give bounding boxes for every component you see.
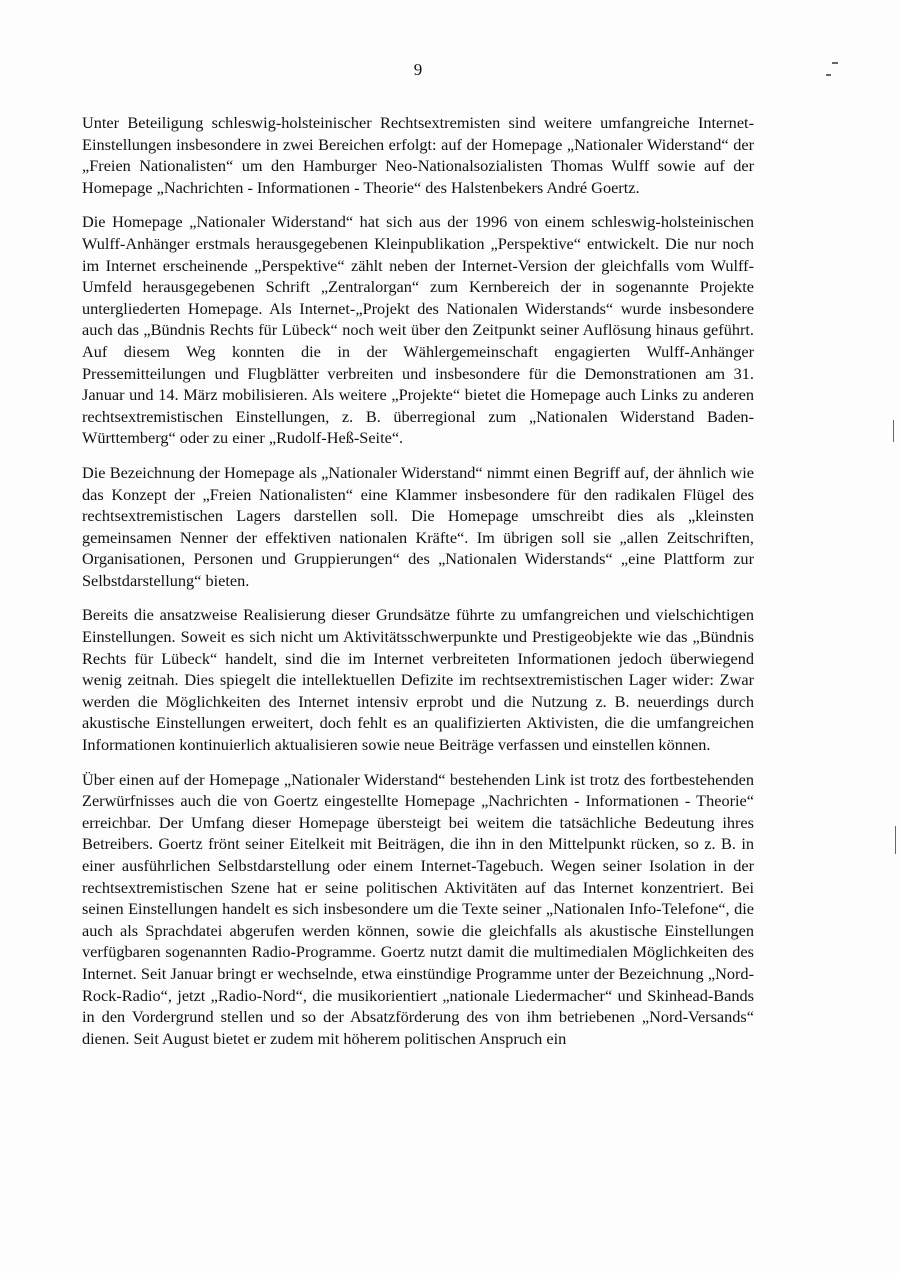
paragraph: Bereits die ansatzweise Realisierung dieser Grundsätze führte zu umfangreichen und vielschichtigen Einstellungen. Soweit es sich nicht um Aktivitätsschwerpunkte und Prestigeobjekte wie das „Bündnis Rechts für Lübeck“ handelt, sind die im Internet verbreiteten Informationen jedoch überwiegend wenig zeitnah. Dies spiegelt die intellektuellen Defizite im rechtsextremistischen Lager wider: Zwar werden die Möglichkeiten des Internet intensiv erprobt und die Nutzung z. B. neuerdings durch akustische Einstellungen erweitert, doch fehlt es an qualifizierten Aktivisten, die die umfangreichen Informationen kontinuierlich aktualisieren sowie neue Beiträge verfassen und einstellen können.: [82, 605, 754, 755]
paragraph: Die Bezeichnung der Homepage als „Nationaler Widerstand“ nimmt einen Begriff auf, der ähnlich wie das Konzept der „Freien Nationalisten“ eine Klammer insbesondere für den radikalen Flügel des rechtsextremistischen Lagers darstellen soll. Die Homepage umschreibt dies als „kleinsten gemeinsamen Nenner der effektiven nationalen Kräfte“. Im übrigen soll sie „allen Zeitschriften, Organisationen, Personen und Gruppierungen“ des „Nationalen Widerstands“ „eine Plattform zur Selbstdarstellung“ bieten.: [82, 462, 754, 590]
scan-speck: [832, 62, 838, 64]
paragraph: Die Homepage „Nationaler Widerstand“ hat sich aus der 1996 von einem schleswig-holsteinischen Wulff-Anhänger erstmals herausgegebenen Kleinpublikation „Perspektive“ entwickelt. Die nur noch im Internet erscheinende „Perspektive“ zählt neben der Internet-Version der gleichfalls vom Wulff-Umfeld herausgegebenen Schrift „Zentralorgan“ zum Kernbereich der in sogenannte Projekte untergliederten Homepage. Als Internet-„Projekt des Nationalen Widerstands“ wurde insbesondere auch das „Bündnis Rechts für Lübeck“ noch weit über den Zeitpunkt seiner Auflösung hinaus geführt. Auf diesem Weg konnten die in der Wählergemeinschaft engagierten Wulff-Anhänger Pressemitteilungen und Flugblätter verbreiten und insbesondere für die Demonstrationen am 31. Januar und 14. März mobilisieren. Als weitere „Projekte“ bietet die Homepage auch Links zu anderen rechtsextremistischen Einstellungen, z. B. überregional zum „Nationalen Widerstand Baden-Württemberg“ oder zu einer „Rudolf-Heß-Seite“.: [82, 212, 754, 448]
page-number: 9: [413, 60, 423, 79]
paragraph: Unter Beteiligung schleswig-holsteinischer Rechtsextremisten sind weitere umfangreiche Internet-Einstellungen insbesondere in zwei Bereichen erfolgt: auf der Homepage „Nationaler Widerstand“ der „Freien Nationalisten“ um den Hamburger Neo-Nationalsozialisten Thomas Wulff sowie auf der Homepage „Nachrichten - Informationen - Theorie“ des Halstenbekers André Goertz.: [82, 113, 754, 197]
scan-speck: [893, 420, 894, 442]
paragraph: Über einen auf der Homepage „Nationaler Widerstand“ bestehenden Link ist trotz des fortbestehenden Zerwürfnisses auch die von Goertz eingestellte Homepage „Nachrichten - Informationen - Theorie“ erreichbar. Der Umfang dieser Homepage übersteigt bei weitem die tatsächliche Bedeutung ihres Betreibers. Goertz frönt seiner Eitelkeit mit Beiträgen, die ihn in den Mittelpunkt rücken, so z. B. in einer ausführlichen Selbstdarstellung oder einem Internet-Tagebuch. Wegen seiner Isolation in der rechtsextremistischen Szene hat er seine politischen Aktivitäten auf das Internet konzentriert. Bei seinen Einstellungen handelt es sich insbesondere um die Texte seiner „Nationalen Info-Telefone“, die auch als Sprachdatei abgerufen werden können, sowie die gleichfalls als akustische Einstellungen verfügbaren sogenannten Radio-Programme. Goertz nutzt damit die multimedialen Möglichkeiten des Internet. Seit Januar bringt er wechselnde, etwa einstündige Programme unter der Bezeichnung „Nord-Rock-Radio“, jetzt „Radio-Nord“, die musikorientiert „nationale Liedermacher“ und Skinhead-Bands in den Vordergrund stellen und so der Absatzförderung des von ihm betriebenen „Nord-Versands“ dienen. Seit August bietet er zudem mit höherem politischen Anspruch ein: [82, 769, 754, 1048]
scan-speck: [826, 74, 831, 76]
scan-speck: [895, 826, 896, 854]
body-text: [82, 112, 754, 1062]
